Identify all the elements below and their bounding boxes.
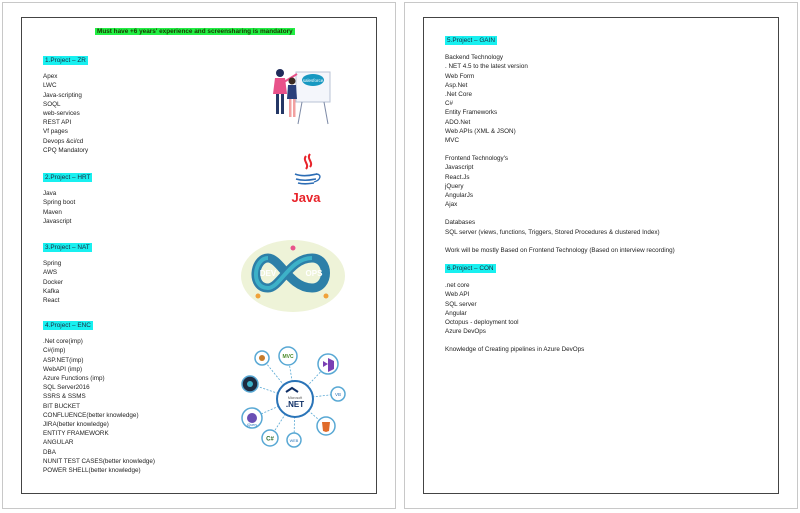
list-item: Apex bbox=[43, 73, 58, 81]
list-item: jQuery bbox=[445, 182, 464, 190]
list-item: AWS bbox=[43, 269, 58, 277]
section-heading: 6.Project – CON bbox=[447, 265, 494, 273]
list-item: Javascript bbox=[43, 217, 72, 225]
dotnet-ecosystem-diagram bbox=[238, 344, 353, 454]
project-3-section bbox=[43, 243, 92, 305]
list-item: POWER SHELL(better knowledge) bbox=[43, 467, 141, 475]
list-item: Azure DevOps bbox=[445, 328, 486, 336]
list-item: SQL server (views, functions, Triggers, Stored Procedures & clustered Index) bbox=[445, 228, 660, 236]
presentation-illustration bbox=[262, 62, 342, 132]
list-item: Java-scripting bbox=[43, 91, 82, 99]
list-item: Backend Technology bbox=[445, 54, 503, 62]
project-2-section bbox=[43, 173, 92, 226]
web-node-label: WEB bbox=[289, 439, 299, 443]
list-item: Spring boot bbox=[43, 199, 76, 207]
note-text: Work will be mostly Based on Frontend Technology (Based on interview recording) bbox=[445, 246, 675, 254]
list-item: Maven bbox=[43, 208, 62, 216]
section-heading: 3.Project – NAT bbox=[45, 244, 90, 251]
list-item: Databases bbox=[445, 219, 476, 227]
list-item: Spring bbox=[43, 260, 62, 268]
list-item: Web APIs (XML & JSON) bbox=[445, 127, 516, 135]
list-item: Frontend Technology's bbox=[445, 155, 509, 163]
devops-ops-label: OPS bbox=[305, 269, 323, 278]
list-item: CONFLUENCE(better knowledge) bbox=[43, 411, 139, 419]
mvc-node-label: MVC bbox=[282, 354, 294, 360]
list-item: C#(imp) bbox=[43, 347, 66, 355]
list-item: ANGULAR bbox=[43, 439, 74, 447]
list-item: React.Js bbox=[445, 173, 470, 181]
list-item: SOQL bbox=[43, 100, 61, 108]
list-item: Docker bbox=[43, 278, 63, 286]
devops-dev-label: DEV bbox=[259, 269, 277, 278]
note-text: Knowledge of Creating pipelines in Azure DevOps bbox=[445, 346, 585, 354]
java-wordmark: Java bbox=[291, 190, 321, 205]
jquery-node-label: jQuery bbox=[246, 423, 258, 427]
java-logo bbox=[286, 150, 326, 210]
list-item: REST API bbox=[43, 119, 72, 127]
vb-node-label: VB bbox=[334, 392, 342, 397]
list-item: Vf pages bbox=[43, 128, 68, 136]
list-item: C# bbox=[445, 100, 454, 108]
list-item: Asp.Net bbox=[445, 81, 468, 89]
csharp-node-label: C# bbox=[266, 436, 274, 443]
project-4-section bbox=[43, 321, 155, 475]
list-item: SQL server bbox=[445, 300, 477, 308]
list-item: MVC bbox=[445, 137, 459, 145]
list-item: DBA bbox=[43, 448, 56, 456]
list-item: . NET 4.5 to the latest version bbox=[445, 63, 528, 71]
list-item: CPQ Mandatory bbox=[43, 146, 89, 154]
list-item: LWC bbox=[43, 82, 57, 90]
list-item: Javascript bbox=[445, 164, 474, 172]
list-item: .Net Core bbox=[445, 91, 472, 99]
list-item: Angular bbox=[445, 309, 467, 317]
document-page-1 bbox=[2, 2, 396, 509]
dotnet-label: .NET bbox=[285, 400, 305, 409]
mandatory-banner: Must have +6 years' experience and screensharing is mandatory bbox=[97, 28, 293, 35]
list-item: Web API bbox=[445, 291, 470, 299]
list-item: .Net core(imp) bbox=[43, 338, 83, 346]
section-heading: 2.Project – HRT bbox=[45, 174, 91, 181]
list-item: SQL Server2016 bbox=[43, 384, 90, 392]
list-item: React bbox=[43, 297, 60, 305]
document-page-2 bbox=[404, 2, 798, 509]
list-item: NUNIT TEST CASES(better knowledge) bbox=[43, 457, 155, 465]
list-item: Kafka bbox=[43, 287, 60, 295]
list-item: BIT BUCKET bbox=[43, 402, 80, 410]
project-1-section bbox=[43, 56, 88, 155]
list-item: ADO.Net bbox=[445, 118, 471, 126]
list-item: AngularJs bbox=[445, 192, 474, 200]
list-item: Azure Functions (imp) bbox=[43, 375, 105, 383]
list-item: Ajax bbox=[445, 201, 458, 209]
salesforce-logo-text: salesforce bbox=[302, 78, 324, 83]
list-item: Devops &ci/cd bbox=[43, 137, 84, 145]
list-item: Java bbox=[43, 190, 57, 198]
page-border bbox=[423, 17, 779, 494]
page-border bbox=[21, 17, 377, 494]
section-heading: 1.Project – ZR bbox=[45, 57, 86, 64]
list-item: Octopus - deployment tool bbox=[445, 319, 519, 327]
devops-illustration bbox=[238, 234, 348, 314]
list-item: web-services bbox=[43, 110, 80, 118]
dotnet-sub-label: Microsoft bbox=[287, 396, 303, 400]
section-heading: 4.Project – ENC bbox=[45, 322, 91, 329]
page-2-content bbox=[445, 36, 768, 355]
list-item: ASP.NET(imp) bbox=[43, 356, 84, 364]
list-item: JIRA(better knowledge) bbox=[43, 421, 109, 429]
list-item: Web Form bbox=[445, 72, 475, 80]
list-item: SSRS & SSMS bbox=[43, 393, 86, 401]
list-item: .net core bbox=[445, 282, 470, 290]
section-heading: 5.Project – GAIN bbox=[447, 37, 495, 44]
list-item: Entity Frameworks bbox=[445, 109, 498, 117]
list-item: ENTITY FRAMEWORK bbox=[43, 430, 109, 438]
list-item: WebAPI (imp) bbox=[43, 365, 83, 373]
